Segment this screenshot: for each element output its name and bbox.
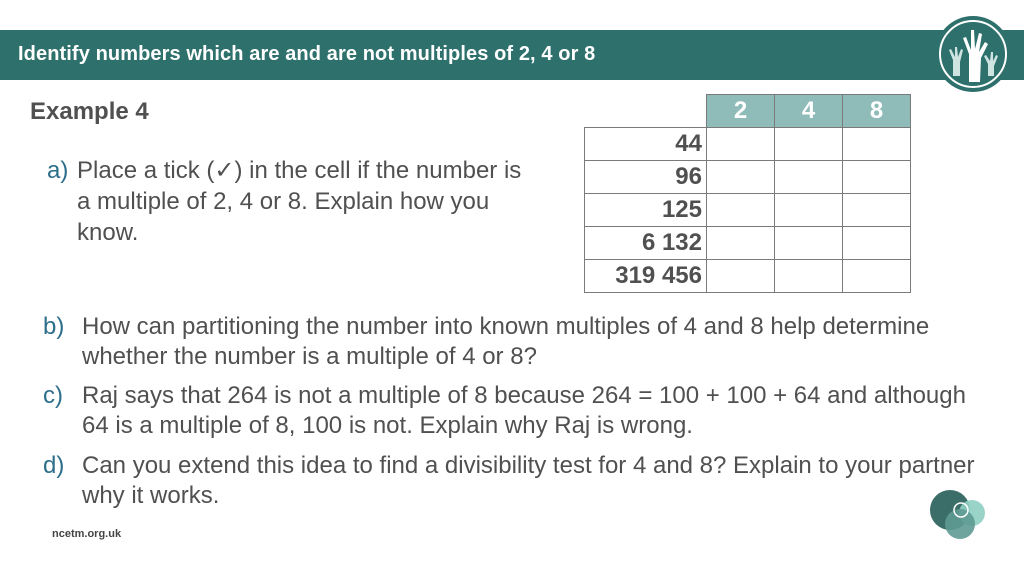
row-number: 125 xyxy=(585,194,707,227)
table-row xyxy=(585,128,911,161)
table-row xyxy=(585,227,911,260)
table-corner xyxy=(585,95,707,128)
question-d-text: Can you extend this idea to find a divisibility test for 4 and 8? Explain to your partner why it works. xyxy=(82,452,975,509)
footer-site: ncetm.org.uk xyxy=(52,528,122,540)
row-number: 319 456 xyxy=(585,260,707,293)
question-a xyxy=(47,155,537,248)
header-cell: 8 xyxy=(843,95,911,128)
table-row xyxy=(585,260,911,293)
question-a-letter: a) xyxy=(47,157,69,184)
question-b xyxy=(43,312,983,372)
question-d-letter: d) xyxy=(43,452,65,479)
row-number: 6 132 xyxy=(585,227,707,260)
tick-cell[interactable] xyxy=(707,227,775,260)
tick-cell[interactable] xyxy=(843,194,911,227)
hands-logo-icon xyxy=(933,14,1013,94)
question-b-letter: b) xyxy=(43,313,65,340)
tick-cell[interactable] xyxy=(775,260,843,293)
row-number: 96 xyxy=(585,161,707,194)
question-c-text: Raj says that 264 is not a multiple of 8 because 264 = 100 + 100 + 64 and although 64 is a multiple of 8, 100 is not. Explain why Raj is wrong. xyxy=(82,382,966,439)
example-heading: Example 4 xyxy=(30,98,149,125)
header-cell: 2 xyxy=(707,95,775,128)
table-row xyxy=(585,194,911,227)
tick-cell[interactable] xyxy=(707,194,775,227)
question-b-text: How can partitioning the number into known multiples of 4 and 8 help determine whether the number is a multiple of 4 or 8? xyxy=(82,313,930,370)
tick-cell[interactable] xyxy=(707,128,775,161)
tick-cell[interactable] xyxy=(843,128,911,161)
title-banner xyxy=(0,30,1024,80)
page-title: Identify numbers which are and are not multiples of 2, 4 or 8 xyxy=(18,43,596,65)
multiples-table xyxy=(584,94,911,293)
tick-cell[interactable] xyxy=(707,260,775,293)
row-number: 44 xyxy=(585,128,707,161)
tick-cell[interactable] xyxy=(707,161,775,194)
tick-cell[interactable] xyxy=(775,227,843,260)
tick-cell[interactable] xyxy=(775,161,843,194)
tick-cell[interactable] xyxy=(775,194,843,227)
question-c xyxy=(43,381,983,441)
tick-cell[interactable] xyxy=(775,128,843,161)
question-c-letter: c) xyxy=(43,382,63,409)
ncetm-circles-logo-icon xyxy=(926,488,990,544)
tick-cell[interactable] xyxy=(843,260,911,293)
tick-cell[interactable] xyxy=(843,227,911,260)
question-a-text: Place a tick (✓) in the cell if the number is a multiple of 2, 4 or 8. Explain how you know. xyxy=(77,157,522,246)
question-d xyxy=(43,451,983,511)
table-header-row xyxy=(585,95,911,128)
header-cell: 4 xyxy=(775,95,843,128)
table-row xyxy=(585,161,911,194)
tick-cell[interactable] xyxy=(843,161,911,194)
